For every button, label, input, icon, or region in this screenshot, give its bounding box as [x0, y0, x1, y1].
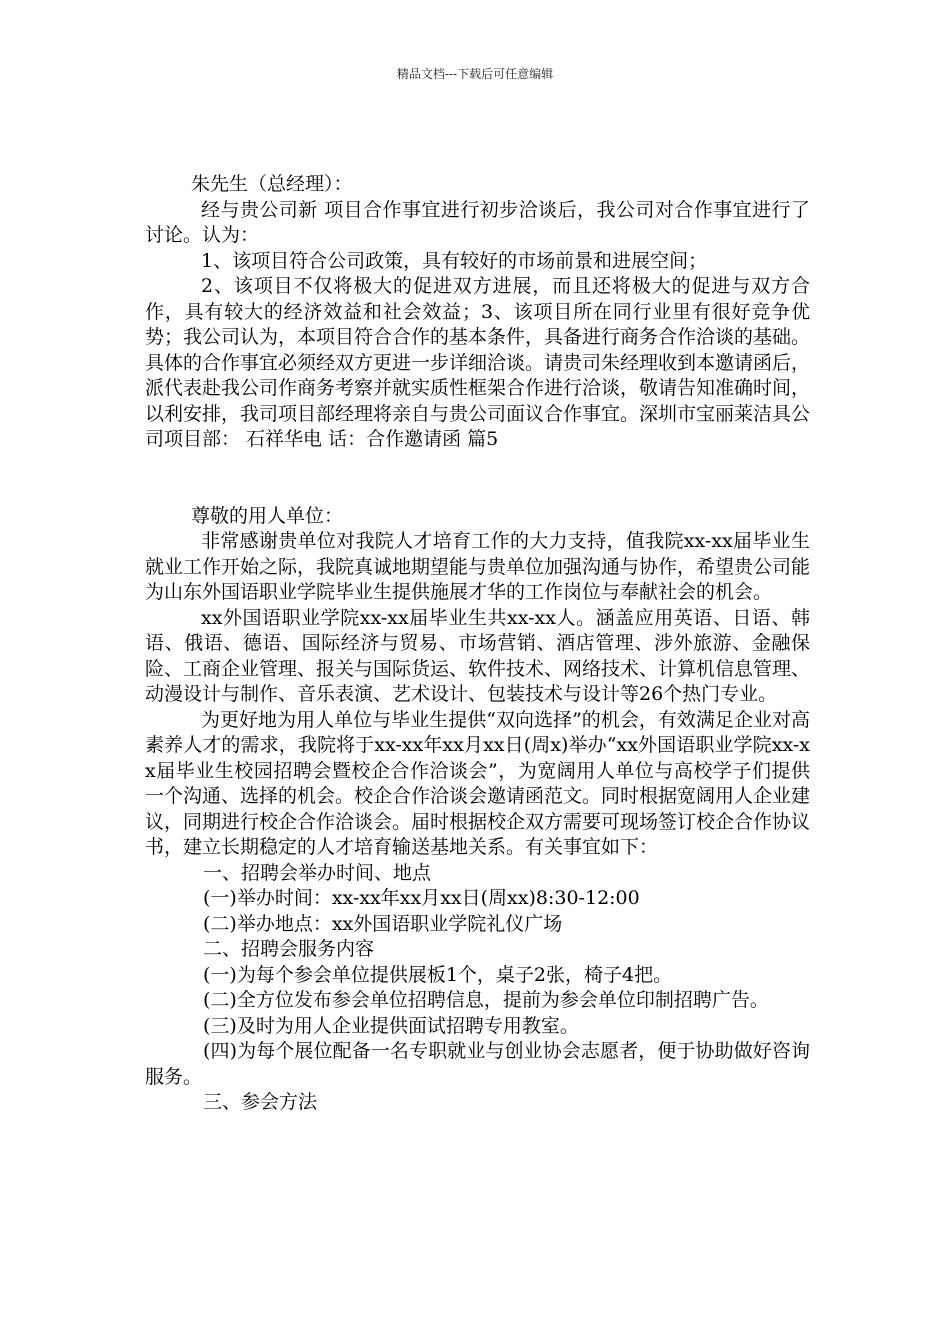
section-heading-1: 一、招聘会举办时间、地点 [203, 861, 432, 884]
letter1-paragraph-2: 1、该项目符合公司政策，具有较好的市场前景和进展空间； [201, 249, 708, 272]
letter2-paragraph-1: 非常感谢贵单位对我院人才培育工作的大力支持，值我院xx-xx届毕业生就业工作开始之际，我院真诚地期望能与贵单位加强沟通与协作，希望贵公司能为山东外国语职业学院毕业生提供施展才华的工作岗位与奉献社会的机会。 [145, 530, 811, 603]
section-item-2d: (四)为每个展位配备一名专职就业与创业协会志愿者，便于协助做好咨询服务。 [145, 1040, 810, 1088]
letter2-paragraph-3: 为更好地为用人单位与毕业生提供“双向选择”的机会，有效满足企业对高素养人才的需求，我院将于xx-xx年xx月xx日(周x)举办“xx外国语职业学院xx-xx届毕业生校园招聘会暨校企合作洽谈会”，为宽阔用人单位与高校学子们提供一个沟通、选择的机会。校企合作洽谈会邀请函范文。同时根据宽阔用人企业建议，同期进行校企合作洽谈会。届时根据校企双方需要可现场签订校企合作协议书，建立长期稳定的人才培育输送基地关系。有关事宜如下： [145, 708, 811, 858]
letter1-paragraph-3: 2、该项目不仅将极大的促进双方进展，而且还将极大的促进与双方合作，具有较大的经济效益和社会效益；3、该项目所在同行业里有很好竞争优势；我公司认为，本项目符合合作的基本条件，具备进行商务合作洽谈的基础。具体的合作事宜必须经双方更进一步详细洽谈。请贵司朱经理收到本邀请函后，派代表赴我公司作商务考察并就实质性框架合作进行洽谈，敬请告知准确时间，以利安排，我司项目部经理将亲自与贵公司面议合作事宜。深圳市宝丽莱洁具公司项目部： 石祥华电 话：合作邀请函 篇5 [145, 275, 811, 450]
section-item-1b: (二)举办地点：xx外国语职业学院礼仪广场 [203, 912, 563, 935]
section-item-2a: (一)为每个参会单位提供展板1个，桌子2张，椅子4把。 [203, 963, 673, 986]
letter1-paragraph-1: 经与贵公司新 项目合作事宜进行初步洽谈后，我公司对合作事宜进行了讨论。认为： [145, 198, 810, 246]
section-heading-3: 三、参会方法 [203, 1091, 318, 1113]
section-item-1a: (一)举办时间：xx-xx年xx月xx日(周xx)8:30-12:00 [203, 887, 640, 909]
letter2-paragraph-2: xx外国语职业学院xx-xx届毕业生共xx-xx人。涵盖应用英语、日语、韩语、俄语、德语、国际经济与贸易、市场营销、酒店管理、涉外旅游、金融保险、工商企业管理、报关与国际货运、软件技术、网络技术、计算机信息管理、动漫设计与制作、音乐表演、艺术设计、包装技术与设计等26个热门专业。 [145, 606, 811, 705]
section-gap [145, 453, 810, 504]
letter1-salutation: 朱先生（总经理）： [191, 173, 353, 195]
document-body [145, 172, 810, 1116]
section-heading-2: 二、招聘会服务内容 [203, 938, 375, 960]
letter2-salutation: 尊敬的用人单位： [191, 504, 344, 527]
section-item-2c: (三)及时为用人企业提供面试招聘专用教室。 [203, 1014, 579, 1037]
section-item-2b: (二)全方位发布参会单位招聘信息，提前为参会单位印制招聘广告。 [203, 989, 769, 1011]
page-header: 精品文档---下载后可任意编辑 [396, 67, 554, 81]
